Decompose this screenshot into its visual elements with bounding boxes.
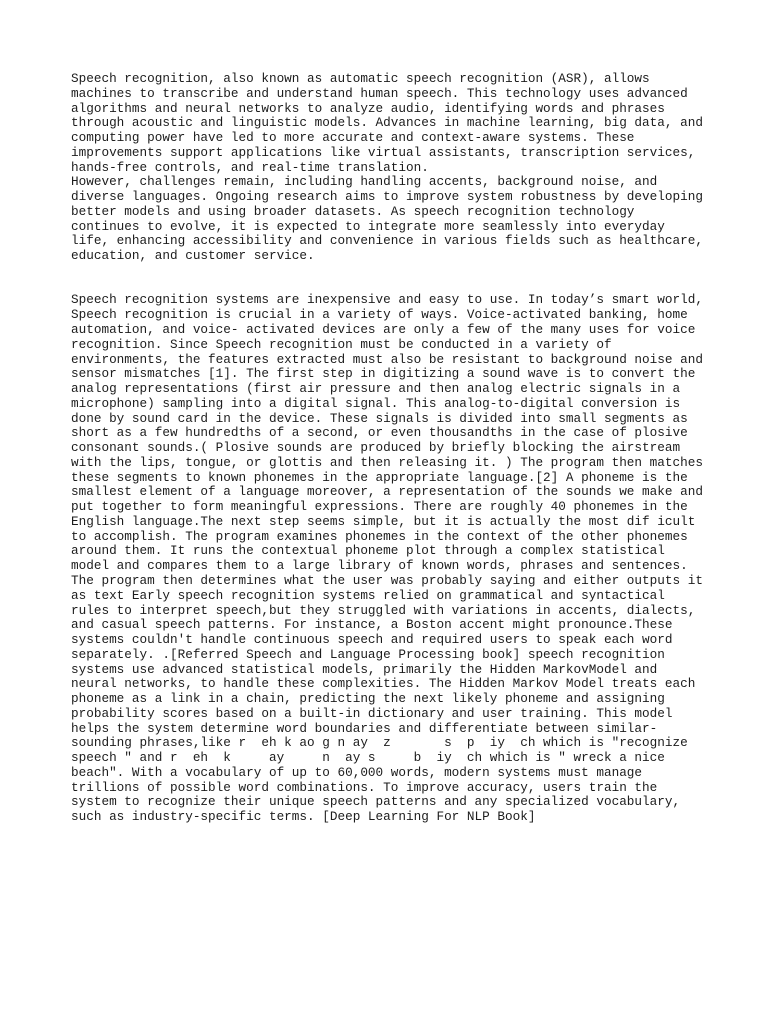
text-line: analog representations (first air pressure and then analog electric signals in a xyxy=(71,381,681,397)
text-line: Speech recognition, also known as automatic speech recognition (ASR), allows xyxy=(71,71,650,86)
text-line: neural networks, to handle these complexities. The Hidden Markov Model treats each xyxy=(71,676,696,692)
intro-paragraph xyxy=(71,72,711,264)
text-line: life, enhancing accessibility and convenience in various fields such as healthcare, xyxy=(71,233,703,249)
text-line: around them. It runs the contextual phoneme plot through a complex statistical xyxy=(71,543,665,559)
text-line: microphone) sampling into a digital signal. This analog-to-digital conversion is xyxy=(71,395,681,411)
text-line: systems couldn't handle continuous speech and required users to speak each word xyxy=(71,632,673,648)
document-page xyxy=(71,72,711,825)
text-line: smallest element of a language moreover, a representation of the sounds we make and xyxy=(71,484,703,500)
text-line: system to recognize their unique speech patterns and any specialized vocabulary, xyxy=(71,794,681,810)
text-line: better models and using broader datasets. As speech recognition technology xyxy=(71,203,635,219)
text-line: Speech recognition is crucial in a variety of ways. Voice-activated banking, home xyxy=(71,307,688,323)
text-line: separately. .[Referred Speech and Language Processing book] speech recognition xyxy=(71,646,665,662)
text-line: as text Early speech recognition systems relied on grammatical and syntactical xyxy=(71,587,665,603)
text-line: sensor mismatches [1]. The first step in digitizing a sound wave is to convert the xyxy=(71,366,696,382)
text-line: diverse languages. Ongoing research aims to improve system robustness by developing xyxy=(71,189,703,205)
text-line: put together to form meaningful expressions. There are roughly 40 phonemes in the xyxy=(71,499,688,515)
text-line: trillions of possible word combinations. To improve accuracy, users train the xyxy=(71,779,658,795)
text-line: recognition. Since Speech recognition must be conducted in a variety of xyxy=(71,336,612,352)
text-line: English language.The next step seems simple, but it is actually the most dif icult xyxy=(71,513,696,529)
text-line: such as industry-specific terms. [Deep Learning For NLP Book] xyxy=(71,809,536,825)
text-line: Speech recognition systems are inexpensive and easy to use. In today’s smart world, xyxy=(71,292,703,308)
text-line: model and compares them to a large library of known words, phrases and sentences. xyxy=(71,558,688,574)
text-line: hands-free controls, and real-time translation. xyxy=(71,159,429,175)
text-line: machines to transcribe and understand human speech. This technology uses advanced xyxy=(71,85,688,101)
text-line: environments, the features extracted must also be resistant to background noise and xyxy=(71,351,703,367)
text-line: probability scores based on a built-in dictionary and user training. This model xyxy=(71,705,673,721)
text-line: improvements support applications like virtual assistants, transcription services, xyxy=(71,144,696,160)
text-line: through acoustic and linguistic models. Advances in machine learning, big data, and xyxy=(71,115,703,131)
text-line: and casual speech patterns. For instance, a Boston accent might pronounce.These xyxy=(71,617,673,633)
text-line: helps the system determine word boundaries and differentiate between similar- xyxy=(71,720,658,736)
text-line: education, and customer service. xyxy=(71,248,315,264)
text-line: The program then determines what the user was probably saying and either outputs it xyxy=(71,573,703,588)
text-line: to accomplish. The program examines phonemes in the context of the other phonemes xyxy=(71,528,688,544)
text-line: these segments to known phonemes in the appropriate language.[2] A phoneme is the xyxy=(71,469,688,485)
text-line: short as a few hundredths of a second, or even thousandths in the case of plosive xyxy=(71,425,688,441)
text-line: systems use advanced statistical models, primarily the Hidden MarkovModel and xyxy=(71,661,658,677)
text-line: continues to evolve, it is expected to integrate more seamlessly into everyday xyxy=(71,218,665,234)
text-line: algorithms and neural networks to analyze audio, identifying words and phrases xyxy=(71,100,665,116)
text-line: with the lips, tongue, or glottis and then releasing it. ) The program then matches xyxy=(71,454,703,470)
text-line: automation, and voice- activated devices are only a few of the many uses for voice xyxy=(71,321,696,337)
paragraph-gap xyxy=(71,264,711,294)
text-line: speech " and r eh k ay n ay s b iy ch which is " wreck a nice xyxy=(71,750,665,766)
text-line: beach". With a vocabulary of up to 60,000 words, modern systems must manage xyxy=(71,764,643,780)
text-line: computing power have led to more accurate and context-aware systems. These xyxy=(71,130,635,146)
text-line: sounding phrases,like r eh k ao g n ay z s p iy ch which is "recognize xyxy=(71,735,688,751)
text-line: consonant sounds.( Plosive sounds are produced by briefly blocking the airstream xyxy=(71,440,681,456)
text-line: done by sound card in the device. These signals is divided into small segments as xyxy=(71,410,688,426)
body-paragraph xyxy=(71,293,711,825)
text-line: rules to interpret speech,but they struggled with variations in accents, dialects, xyxy=(71,602,696,618)
text-line: phoneme as a link in a chain, predicting the next likely phoneme and assigning xyxy=(71,691,665,707)
text-line: However, challenges remain, including handling accents, background noise, and xyxy=(71,174,658,190)
